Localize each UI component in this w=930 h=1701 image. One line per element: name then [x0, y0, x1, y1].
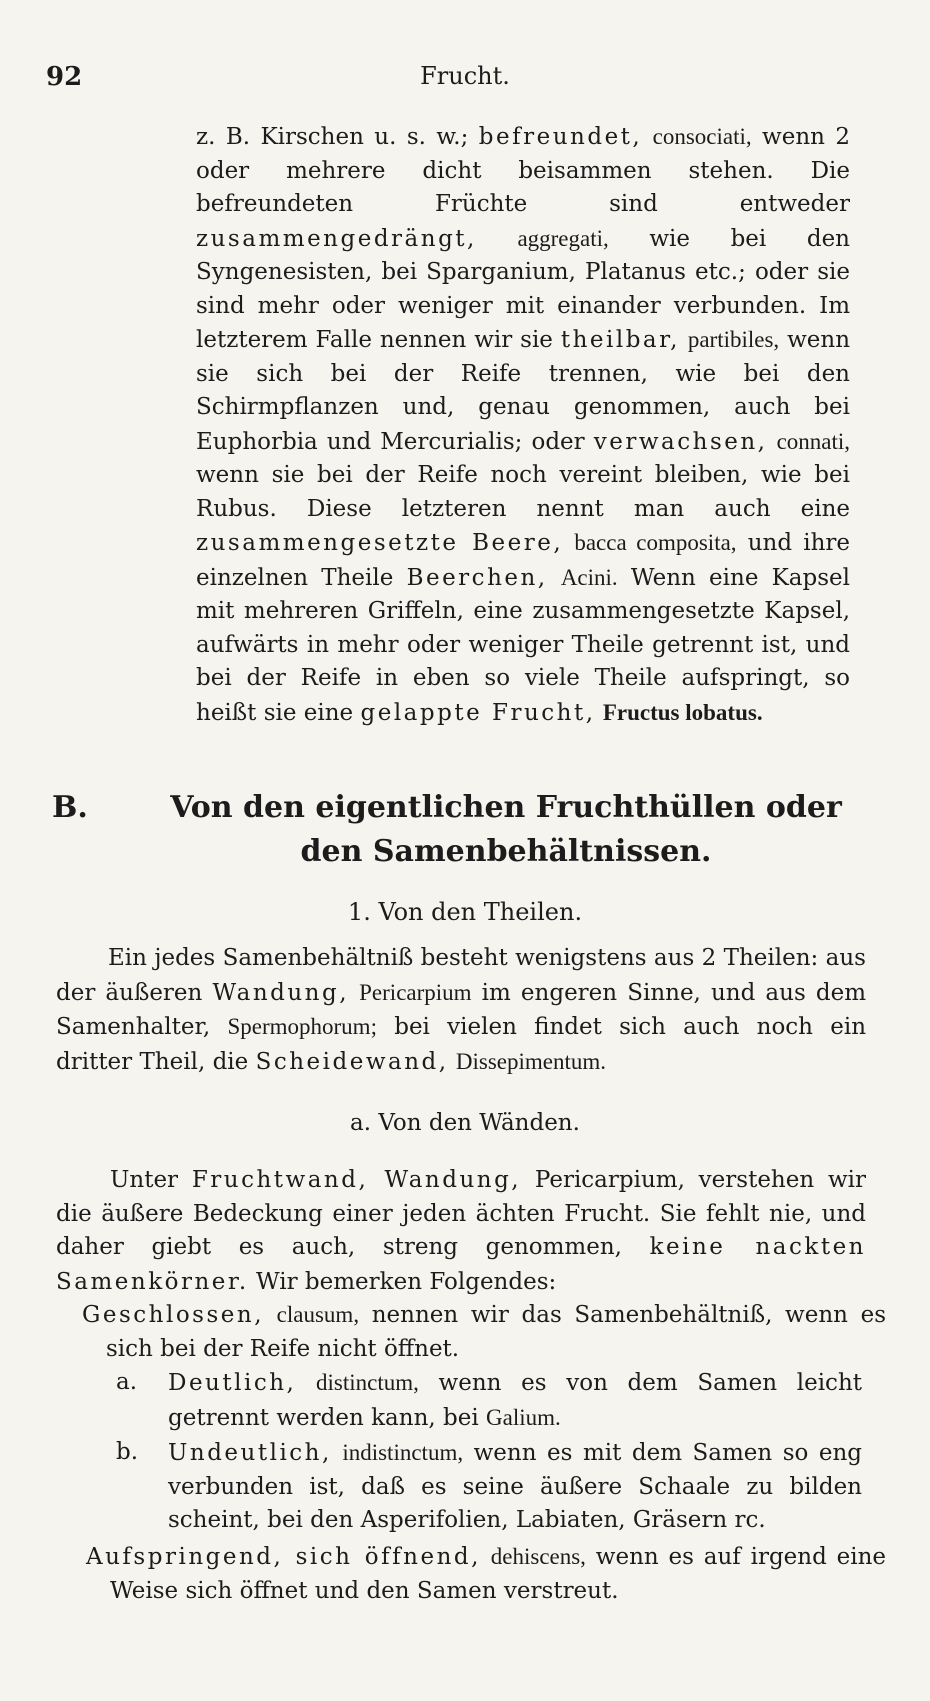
latin-term: Spermophorum;: [227, 1014, 377, 1039]
subsection-heading-a: a. Von den Wänden.: [350, 1110, 580, 1136]
text-run: Ein jedes Samenbehältniß besteht wenigstens aus 2 Theilen: aus der äußeren: [56, 945, 866, 1006]
list-marker: a.: [116, 1369, 138, 1395]
definition-opening: [86, 1540, 886, 1608]
text-run: Pericarpium, verstehen wir die äußere Bedeckung einer jeden ächten Frucht. Sie fehlt nie, und daher giebt es auch, streng genommen,: [56, 1167, 866, 1260]
text-run: wenn es mit dem Samen so eng verbunden ist, daß es seine äußere Schaale zu bilden scheint, bei den Asperifolien, Labiaten, Gräsern rc.: [168, 1440, 863, 1533]
emphasis-term: keine nackten Samenkörner.: [56, 1234, 866, 1295]
text-run: im engeren Sinne, und aus dem Samenhalter,: [56, 979, 867, 1040]
list-item: [116, 1366, 862, 1435]
latin-term: aggregati,: [517, 225, 609, 251]
text-run: bei vielen findet sich auch noch ein dritter Theil, die: [56, 1014, 867, 1075]
emphasis-term: Wandung,: [212, 979, 350, 1006]
emphasis-term: Fruchtwand, Wandung,: [191, 1167, 522, 1193]
paragraph-parts: [56, 942, 866, 1079]
emphasis-term: Beerchen,: [406, 564, 548, 591]
latin-term: Dissepimentum.: [455, 1048, 607, 1074]
text-run: wie bei den Syngenesisten, bei Sparganium, Platanus etc.; oder sie sind mehr oder weniger mit einander verbunden. Im letzterem Falle nennen wir sie: [196, 225, 850, 353]
emphasis-term: gelappte Frucht,: [360, 699, 596, 726]
text-run: und ihre einzelnen Theile: [196, 530, 851, 591]
page-header: [46, 62, 884, 92]
emphasis-term: zusammengesetzte Beere,: [196, 530, 564, 556]
running-head: Frucht.: [420, 62, 510, 90]
latin-term: Acini.: [560, 564, 618, 590]
emphasis-term: Deutlich,: [168, 1370, 297, 1396]
text-run: nennen wir das Samenbehältniß, wenn es sich bei der Reife nicht öffnet.: [106, 1302, 886, 1362]
section-letter: B.: [52, 790, 88, 825]
emphasis-term: Aufspringend, sich öffnend,: [86, 1544, 481, 1570]
text-run: wenn es von dem Samen leicht getrennt werden kann, bei: [168, 1370, 862, 1431]
latin-term: Pericarpium: [359, 979, 472, 1005]
list-marker: b.: [116, 1439, 139, 1465]
paragraph-fruits-continued: [196, 120, 850, 730]
definition-closed: [82, 1298, 886, 1366]
text-run: Unter: [110, 1167, 179, 1193]
list-item: [116, 1436, 862, 1538]
emphasis-term: Geschlossen,: [82, 1302, 265, 1328]
emphasis-term: befreundet,: [478, 124, 643, 150]
text-run: wenn 2 oder mehrere dicht beisammen stehen. Die befreundeten Früchte sind entweder: [196, 124, 851, 217]
latin-term: partibiles,: [687, 327, 780, 352]
text-run: wenn es auf irgend eine Weise sich öffnet und den Samen verstreut.: [110, 1544, 887, 1604]
paragraph-walls: [56, 1164, 866, 1299]
emphasis-term: Scheidewand,: [255, 1048, 449, 1075]
text-run: Wir bemerken Folgendes:: [256, 1268, 557, 1295]
emphasis-term: Undeutlich,: [168, 1440, 332, 1466]
latin-term: bacca composita,: [574, 530, 737, 555]
latin-term: Galium.: [486, 1404, 561, 1430]
text-run: wenn sie bei der Reife noch vereint bleiben, wie bei Rubus. Diese letzteren nennt man auch eine: [196, 462, 850, 522]
text-run: wenn sie sich bei der Reife trennen, wie bei den Schirmpflanzen und, genau genommen, auch bei Euphorbia und Mercurialis; oder: [196, 327, 851, 455]
subsection-heading-1: 1. Von den Theilen.: [347, 898, 583, 926]
section-title: Von den eigentlichen Fruchthüllen oder den Samenbehältnissen.: [170, 790, 842, 869]
latin-term: connati,: [776, 428, 851, 454]
page-number: 92: [46, 62, 83, 92]
latin-term: consociati,: [652, 124, 752, 149]
latin-term: indistinctum,: [342, 1440, 464, 1465]
latin-term: dehiscens,: [490, 1544, 586, 1569]
latin-term: Fructus lobatus.: [602, 699, 763, 725]
emphasis-term: zusammengedrängt,: [196, 225, 477, 252]
latin-term: distinctum,: [316, 1370, 419, 1395]
emphasis-term: theilbar,: [560, 327, 680, 353]
emphasis-term: verwachsen,: [593, 428, 768, 455]
text-run: Wenn eine Kapsel mit mehreren Griffeln, eine zusammengesetzte Kapsel, aufwärts in mehr oder weniger Theile getrennt ist, und bei der Reife in eben so viele Theile aufspringt, so heißt sie eine: [196, 564, 851, 726]
latin-term: clausum,: [276, 1302, 360, 1327]
text-run: z. B. Kirschen u. s. w.;: [196, 124, 469, 150]
